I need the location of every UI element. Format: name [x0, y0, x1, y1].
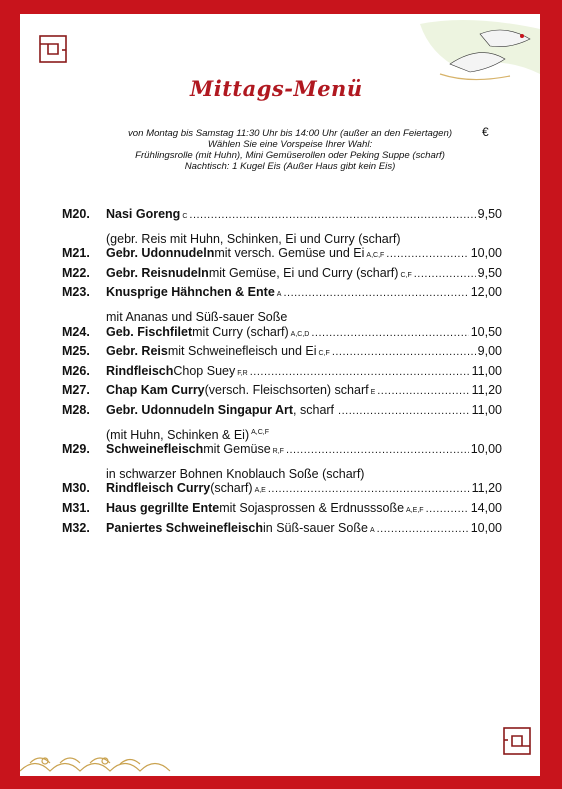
- item-detail: mit Sojasprossen & Erdnusssoße: [219, 500, 405, 515]
- item-description: [106, 325, 471, 339]
- menu-item-row: [62, 501, 502, 521]
- item-name: Gebr. Udonnudeln Singapur Art: [106, 402, 294, 417]
- item-price: 14,00: [470, 500, 502, 515]
- item-name: Geb. Fischfilet: [106, 324, 193, 339]
- menu-sheet: [20, 14, 540, 776]
- item-code: M20.: [62, 207, 90, 221]
- item-price: 9,50: [477, 207, 502, 221]
- item-detail: , scharf: [293, 402, 335, 417]
- menu-list: [62, 207, 502, 540]
- item-allergens: C,F: [318, 350, 330, 358]
- menu-item-row: [62, 246, 502, 266]
- menu-item-row: [62, 285, 502, 305]
- item-subline-text: (gebr. Reis mit Huhn, Schinken, Ei und Curry (scharf): [106, 231, 401, 246]
- item-description: [106, 403, 472, 417]
- intro-hours: von Montag bis Samstag 11:30 Uhr bis 14:00 Uhr (außer an den Feiertagen): [127, 128, 453, 139]
- menu-item-row: [62, 266, 502, 286]
- item-allergens: A,E: [254, 487, 266, 495]
- item-description: [106, 285, 471, 299]
- item-description: [106, 364, 472, 378]
- item-description: [106, 442, 471, 456]
- wave-artwork-icon: [20, 731, 190, 776]
- intro-dessert: Nachtisch: 1 Kugel Eis (Außer Haus gibt kein Eis): [184, 161, 396, 172]
- item-subline-text: mit Ananas und Süß-sauer Soße: [106, 310, 288, 325]
- item-price: 9,50: [477, 265, 502, 280]
- item-code: M27.: [62, 383, 90, 398]
- item-description: [106, 521, 471, 535]
- crane-artwork-icon: [410, 14, 540, 114]
- item-subline-allergens: A,C,F: [251, 428, 269, 436]
- item-allergens: R,F: [272, 448, 284, 456]
- item-name: Nasi Goreng: [106, 207, 181, 221]
- dot-leader: [286, 444, 469, 456]
- item-name: Chap Kam Curry: [106, 383, 205, 398]
- item-name: Rindfleisch: [106, 363, 174, 378]
- menu-item-subline: [62, 305, 502, 325]
- item-allergens: C,F: [400, 271, 412, 279]
- item-subline-text: in schwarzer Bohnen Knoblauch Soße (scharf): [106, 466, 365, 481]
- item-detail: mit versch. Gemüse und Ei: [214, 246, 365, 261]
- dot-leader: [414, 268, 476, 280]
- item-allergens: A,C,D: [290, 330, 310, 338]
- item-price: 9,00: [477, 344, 502, 359]
- dot-leader: [268, 483, 470, 495]
- item-code: M25.: [62, 344, 90, 359]
- item-code: M24.: [62, 324, 90, 339]
- item-name: Rindfleisch Curry: [106, 481, 211, 496]
- item-price: 11,20: [471, 481, 502, 496]
- item-price: 10,00: [470, 520, 502, 535]
- menu-item-subline: [62, 423, 502, 443]
- item-allergens: A: [276, 291, 282, 299]
- corner-ornament-top-left-icon: [38, 34, 68, 64]
- menu-item-row: [62, 403, 502, 423]
- dot-leader: [311, 327, 468, 339]
- item-detail: (versch. Fleischsorten) scharf: [204, 383, 369, 398]
- item-allergens: F,R: [237, 369, 248, 377]
- menu-title: Mittags-Menü: [190, 76, 363, 101]
- item-price: 11,00: [471, 402, 502, 417]
- item-price: 11,00: [471, 363, 502, 378]
- item-code: M32.: [62, 520, 90, 535]
- item-price: 11,20: [471, 383, 502, 398]
- dot-leader: [386, 248, 468, 260]
- dot-leader: [426, 503, 469, 515]
- item-allergens: A: [369, 526, 375, 534]
- item-detail: (scharf): [210, 481, 253, 496]
- item-subline-text: (mit Huhn, Schinken & Ei): [106, 427, 250, 442]
- item-detail: in Süß-sauer Soße: [263, 520, 368, 535]
- menu-item-row: [62, 364, 502, 384]
- item-allergens: C: [182, 213, 188, 220]
- dot-leader: [377, 385, 469, 397]
- item-description: [106, 501, 471, 515]
- item-name: Gebr. Reisnudeln: [106, 265, 209, 280]
- intro-starter-options: Frühlingsrolle (mit Huhn), Mini Gemüserollen oder Peking Suppe (scharf): [135, 150, 445, 161]
- item-name: Gebr. Udonnudeln: [106, 246, 215, 261]
- dot-leader: [332, 346, 476, 358]
- item-name: Schweinefleisch: [106, 442, 204, 457]
- item-name: Paniertes Schweinefleisch: [106, 520, 264, 535]
- menu-intro: [80, 128, 500, 172]
- item-price: 10,00: [470, 246, 502, 261]
- menu-item-row: [62, 344, 502, 364]
- dot-leader: [189, 209, 475, 221]
- item-code: M31.: [62, 500, 90, 515]
- item-price: 10,00: [470, 442, 502, 457]
- currency-symbol: €: [482, 125, 489, 139]
- menu-item-row: [62, 521, 502, 541]
- dot-leader: [338, 405, 470, 417]
- item-allergens: E: [370, 389, 376, 397]
- item-description: [106, 246, 471, 260]
- menu-item-subline: [62, 462, 502, 482]
- menu-item-subline: [62, 227, 502, 247]
- corner-ornament-bottom-right-icon: [502, 726, 532, 756]
- item-code: M26.: [62, 363, 90, 378]
- item-name: Haus gegrillte Ente: [106, 500, 220, 515]
- intro-starter-heading: Wählen Sie eine Vorspeise Ihrer Wahl:: [207, 139, 373, 150]
- item-code: M21.: [62, 246, 90, 261]
- item-code: M29.: [62, 442, 90, 457]
- item-code: M23.: [62, 285, 90, 300]
- item-code: M28.: [62, 402, 90, 417]
- item-name: Gebr. Reis: [106, 344, 168, 359]
- menu-item-row: [62, 383, 502, 403]
- item-description: [106, 207, 478, 221]
- item-description: [106, 266, 478, 280]
- item-description: [106, 481, 472, 495]
- item-price: 10,50: [470, 324, 502, 339]
- item-detail: mit Gemüse: [203, 442, 271, 457]
- item-detail: mit Schweinefleisch und Ei: [167, 344, 317, 359]
- item-description: [106, 383, 472, 397]
- item-code: M22.: [62, 265, 90, 280]
- menu-item-row: [62, 207, 502, 227]
- item-description: [106, 344, 478, 358]
- item-name: Knusprige Hähnchen & Ente: [106, 285, 275, 300]
- menu-item-row: [62, 442, 502, 462]
- dot-leader: [377, 523, 469, 535]
- item-allergens: A,E,F: [406, 506, 424, 514]
- item-code: M30.: [62, 481, 90, 496]
- item-allergens: A,C,F: [366, 252, 385, 260]
- item-detail: Chop Suey: [173, 363, 236, 378]
- dot-leader: [283, 287, 468, 299]
- menu-item-row: [62, 481, 502, 501]
- dot-leader: [250, 366, 470, 378]
- item-price: 12,00: [470, 285, 502, 300]
- menu-item-row: [62, 325, 502, 345]
- item-detail: mit Gemüse, Ei und Curry (scharf): [208, 265, 399, 280]
- item-detail: mit Curry (scharf): [192, 324, 289, 339]
